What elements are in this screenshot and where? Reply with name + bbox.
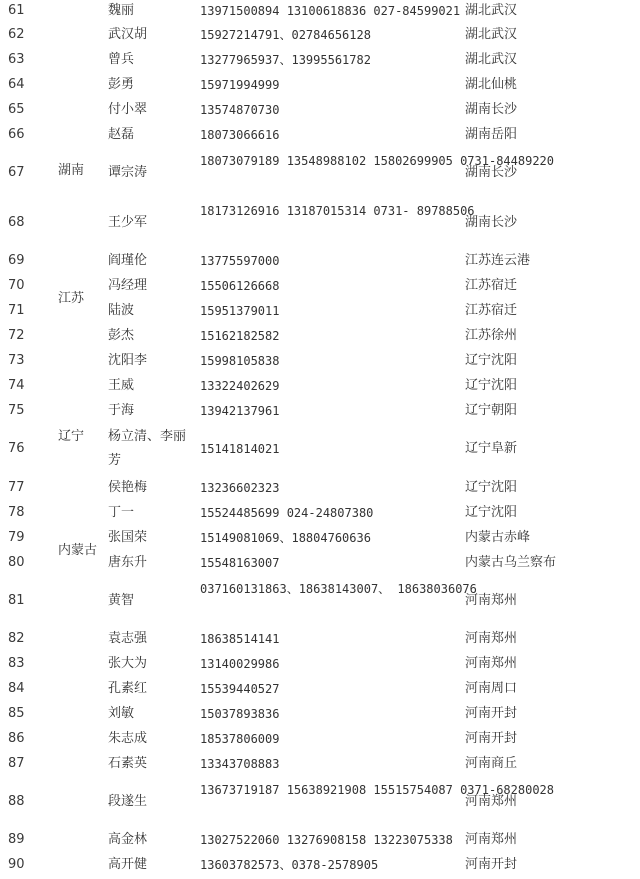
location: 辽宁沈阳 [465, 480, 518, 495]
phone-numbers: 18638514141 [200, 632, 280, 646]
phone-numbers: 13277965937、13995561782 [200, 53, 371, 67]
row-number: 89 [8, 832, 25, 847]
phone-numbers: 15971994999 [200, 78, 280, 92]
row-number: 73 [8, 353, 25, 368]
contact-name: 丁一 [108, 505, 135, 520]
contact-name: 朱志成 [108, 731, 148, 746]
table-row [0, 123, 640, 147]
table-row [0, 23, 640, 47]
row-number: 65 [8, 102, 25, 117]
location: 湖南长沙 [465, 102, 518, 117]
phone-numbers: 18537806009 [200, 732, 280, 746]
phone-numbers: 15998105838 [200, 354, 280, 368]
location: 辽宁沈阳 [465, 378, 518, 393]
location: 江苏徐州 [465, 328, 518, 343]
contact-name: 谭宗涛 [108, 165, 148, 180]
row-number: 61 [8, 3, 25, 18]
location: 河南开封 [465, 731, 518, 746]
row-number: 84 [8, 681, 25, 696]
table-row [0, 274, 640, 298]
table-row [0, 727, 640, 751]
phone-numbers: 18073066616 [200, 128, 280, 142]
contact-name: 彭勇 [108, 77, 135, 92]
phone-numbers: 15141814021 [200, 442, 280, 456]
table-row [0, 627, 640, 651]
table-row [0, 249, 640, 273]
contact-name: 王威 [108, 378, 135, 393]
province-label: 辽宁 [58, 429, 85, 444]
location: 河南郑州 [465, 631, 518, 646]
table-row [0, 374, 640, 398]
table-row [0, 349, 640, 373]
location: 河南郑州 [465, 593, 518, 608]
phone-numbers: 13140029986 [200, 657, 280, 671]
phone-numbers: 13603782573、0378-2578905 [200, 858, 379, 872]
table-row [0, 752, 640, 776]
location: 湖南长沙 [465, 165, 518, 180]
row-number: 76 [8, 441, 25, 456]
contact-name: 杨立清、李丽 芳 [108, 429, 187, 468]
contact-name: 王少军 [108, 215, 148, 230]
row-number: 87 [8, 756, 25, 771]
row-number: 69 [8, 253, 25, 268]
phone-numbers: 15506126668 [200, 279, 280, 293]
location: 河南郑州 [465, 794, 518, 809]
location: 湖北仙桃 [465, 77, 518, 92]
location: 江苏宿迁 [465, 303, 518, 318]
location: 内蒙古乌兰察布 [465, 555, 557, 570]
contact-name: 冯经理 [108, 278, 148, 293]
table-row [0, 0, 640, 22]
phone-numbers: 15149081069、18804760636 [200, 531, 371, 545]
contact-name: 孔素红 [108, 681, 148, 696]
row-number: 81 [8, 593, 25, 608]
row-number: 77 [8, 480, 25, 495]
table-row [0, 48, 640, 72]
contact-name: 付小翠 [108, 102, 148, 117]
contact-name: 刘敏 [108, 706, 135, 721]
contact-name: 阎瑾伦 [108, 253, 148, 268]
table-row [0, 501, 640, 525]
row-number: 66 [8, 127, 25, 142]
location: 辽宁沈阳 [465, 353, 518, 368]
location: 内蒙古赤峰 [465, 530, 531, 545]
contact-name: 沈阳李 [108, 353, 148, 368]
table-row [0, 399, 640, 423]
table-row [0, 299, 640, 323]
phone-numbers: 18173126916 13187015314 0731- 89788506 [200, 204, 475, 218]
row-number: 63 [8, 52, 25, 67]
location: 河南商丘 [465, 756, 518, 771]
contact-name: 魏丽 [108, 3, 135, 18]
contact-name: 于海 [108, 403, 135, 418]
table-row [0, 702, 640, 726]
row-number: 74 [8, 378, 25, 393]
phone-numbers: 13322402629 [200, 379, 280, 393]
contact-name: 赵磊 [108, 127, 135, 142]
phone-numbers: 15037893836 [200, 707, 280, 721]
location: 辽宁沈阳 [465, 505, 518, 520]
row-number: 79 [8, 530, 25, 545]
row-number: 67 [8, 165, 25, 180]
phone-numbers: 13236602323 [200, 481, 280, 495]
phone-numbers: 13027522060 13276908158 13223075338 [200, 833, 453, 847]
table-row [0, 199, 640, 247]
phone-numbers: 15548163007 [200, 556, 280, 570]
location: 湖南长沙 [465, 215, 518, 230]
location: 河南郑州 [465, 832, 518, 847]
phone-numbers: 15539440527 [200, 682, 280, 696]
phone-numbers: 13343708883 [200, 757, 280, 771]
contact-name: 唐东升 [108, 555, 148, 570]
location: 辽宁阜新 [465, 441, 518, 456]
row-number: 90 [8, 857, 25, 872]
phone-numbers: 13971500894 13100618836 027-84599021 [200, 4, 461, 18]
location: 江苏宿迁 [465, 278, 518, 293]
location: 辽宁朝阳 [465, 403, 518, 418]
row-number: 71 [8, 303, 25, 318]
row-number: 75 [8, 403, 25, 418]
contact-name: 侯艳梅 [108, 480, 148, 495]
table-row [0, 73, 640, 97]
table-row [0, 577, 640, 625]
contact-name: 黄智 [108, 593, 135, 608]
table-row [0, 476, 640, 500]
phone-numbers: 15927214791、02784656128 [200, 28, 371, 42]
table-row [0, 652, 640, 676]
location: 湖南岳阳 [465, 127, 518, 142]
phone-numbers: 15162182582 [200, 329, 280, 343]
location: 河南开封 [465, 706, 518, 721]
location: 河南开封 [465, 857, 518, 872]
location: 江苏连云港 [465, 253, 531, 268]
contact-name: 袁志强 [108, 631, 148, 646]
phone-numbers: 13775597000 [200, 254, 280, 268]
table-row [0, 677, 640, 701]
row-number: 80 [8, 555, 25, 570]
row-number: 64 [8, 77, 25, 92]
row-number: 70 [8, 278, 25, 293]
table-row [0, 149, 640, 197]
contact-name: 高金林 [108, 832, 148, 847]
row-number: 85 [8, 706, 25, 721]
province-label: 内蒙古 [58, 543, 98, 558]
phone-numbers: 18073079189 13548988102 15802699905 0731-84489220 [200, 154, 555, 168]
row-number: 83 [8, 656, 25, 671]
phone-numbers: 13942137961 [200, 404, 280, 418]
phone-numbers: 15524485699 024-24807380 [200, 506, 374, 520]
row-number: 62 [8, 27, 25, 42]
contact-name: 石素英 [108, 756, 148, 771]
row-number: 86 [8, 731, 25, 746]
row-number: 88 [8, 794, 25, 809]
contact-name: 张大为 [108, 656, 148, 671]
row-number: 72 [8, 328, 25, 343]
contact-name: 高开健 [108, 857, 148, 872]
table-row [0, 98, 640, 122]
table-row [0, 778, 640, 826]
location: 湖北武汉 [465, 52, 518, 67]
contact-name: 武汉胡 [108, 27, 148, 42]
table-row [0, 853, 640, 877]
province-label: 湖南 [58, 163, 85, 178]
row-number: 78 [8, 505, 25, 520]
contact-name: 段遂生 [108, 794, 148, 809]
location: 河南周口 [465, 681, 518, 696]
phone-numbers: 037160131863、18638143007、 18638036076 [200, 582, 477, 596]
phone-numbers: 13673719187 15638921908 15515754087 0371-68280028 [200, 783, 555, 797]
table-row [0, 828, 640, 852]
row-number: 68 [8, 215, 25, 230]
province-label: 江苏 [58, 291, 85, 306]
location: 湖北武汉 [465, 27, 518, 42]
contact-name: 彭杰 [108, 328, 135, 343]
row-number: 82 [8, 631, 25, 646]
contact-name: 曾兵 [108, 52, 135, 67]
phone-numbers: 13574870730 [200, 103, 280, 117]
contact-name: 张国荣 [108, 530, 148, 545]
contact-name: 陆波 [108, 303, 135, 318]
location: 河南郑州 [465, 656, 518, 671]
phone-numbers: 15951379011 [200, 304, 280, 318]
table-row [0, 425, 640, 473]
location: 湖北武汉 [465, 3, 518, 18]
table-row [0, 324, 640, 348]
